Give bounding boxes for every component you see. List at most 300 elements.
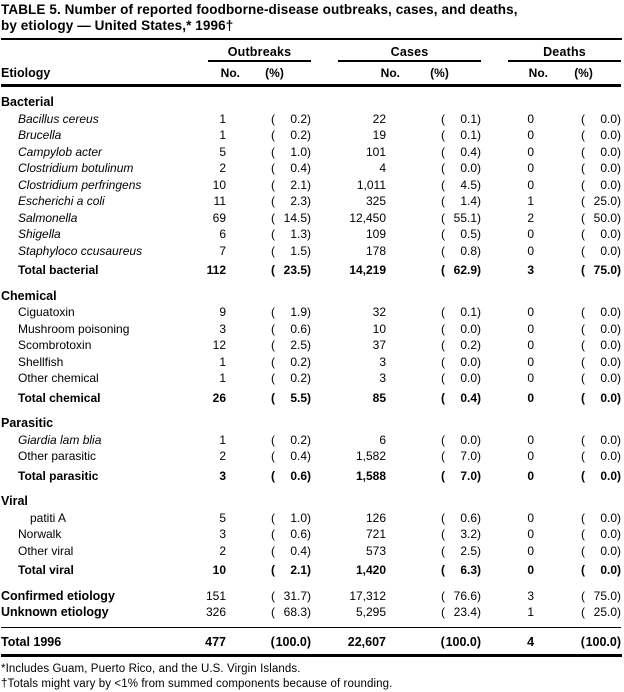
column-header-cases-no: No. [311,62,386,86]
outbreaks-no-cell: 151 [205,588,226,603]
deaths-pct-cell: ( 0.0) [581,161,622,175]
cases-pct-cell: ( 0.1) [441,128,482,142]
cases-pct-cell: ( 0.5) [441,227,482,241]
outbreaks-pct-cell: ( 0.4) [271,449,312,463]
outbreaks-no-cell: 11 [213,194,226,208]
table-row [1,321,621,338]
deaths-pct-cell: ( 25.0) [581,605,622,619]
row-label: Unknown etiology [1,605,109,619]
row-label: Total chemical [18,390,101,405]
cases-pct-cell: ( 7.0) [441,449,482,463]
cases-no-cell: 22 [372,111,387,126]
deaths-no-cell: 0 [527,468,535,483]
outbreaks-no-cell: 7 [219,243,226,258]
footnotes [1,662,622,692]
table-row [1,243,621,260]
percent-value: 0.0 [600,111,618,126]
percent-value: 0.0 [600,243,618,258]
deaths-pct-cell: ( 0.0) [581,227,622,241]
percent-value: 0.0 [600,390,618,405]
deaths-pct-cell: (100.0) [534,627,621,654]
percent-value: 2.5 [460,543,478,558]
percent-value: 1.3 [290,227,308,241]
percent-value: 23.4 [453,605,478,619]
deaths-no-cell: 0 [527,371,535,385]
percent-value: 100.0 [445,634,477,649]
deaths-pct-cell: ( 0.0) [581,371,622,385]
percent-value: 0.4 [290,449,308,463]
column-header-etiology: Etiology [1,62,181,86]
group-label-deaths: Deaths [508,45,621,62]
percent-value: 0.4 [290,543,308,558]
percent-value: 4.5 [460,177,478,192]
cases-no-cell: 19 [372,128,387,142]
cases-pct-cell: ( 0.1) [441,111,482,126]
outbreaks-pct-cell: ( 2.5) [271,338,312,352]
percent-value: 76.6 [453,588,478,603]
organism-name: Staphyloco ccusaureus [18,243,143,258]
row-label: patiti A [30,510,67,525]
cases-no-cell: 10 [372,321,387,336]
cases-no-cell: 12,450 [349,210,387,225]
table-header [1,45,621,86]
outbreaks-no-cell: 2 [219,161,226,175]
deaths-pct-cell: ( 0.0) [581,128,622,142]
cases-no-cell: 178 [365,243,387,258]
percent-value: 25.0 [593,194,618,208]
deaths-pct-cell: ( 0.0) [581,527,622,541]
percent-value: 0.0 [600,177,618,192]
percent-value: 0.0 [600,338,618,352]
deaths-no-cell: 3 [527,588,535,603]
deaths-no-cell: 0 [527,177,535,192]
section-header-row [1,86,621,111]
percent-value: 0.0 [600,432,618,447]
outbreaks-pct-cell: ( 1.9) [271,305,312,319]
outbreaks-no-cell: 69 [212,210,226,225]
row-label [1,193,181,210]
percent-value: 0.1 [460,305,478,319]
cases-pct-cell: ( 0.2) [441,338,482,352]
deaths-pct-cell: ( 75.0) [581,263,622,277]
percent-value: 0.2 [290,111,308,126]
cases-pct-cell: ( 7.0) [441,468,482,483]
outbreaks-pct-cell: ( 0.2) [271,354,312,369]
organism-name: Salmonella [18,210,78,225]
table-body [1,86,621,655]
percent-value: 0.2 [290,128,308,142]
organism-name: Clostridium botulinum [18,161,134,175]
percent-value: 0.0 [600,468,618,483]
deaths-pct-cell: ( 0.0) [581,111,622,126]
percent-value: 0.0 [600,527,618,541]
deaths-no-cell: 0 [527,305,535,319]
percent-value: 0.6 [290,527,308,541]
percent-value: 25.0 [593,605,618,619]
percent-value: 1.4 [460,194,478,208]
table-row [1,370,621,387]
deaths-pct-cell: ( 0.0) [581,338,622,352]
outbreaks-no-cell: 26 [212,390,226,405]
outbreaks-no-cell: 3 [219,321,226,336]
cases-pct-cell: ( 23.4) [441,605,482,619]
section-header-row [1,281,621,305]
percent-value: 0.0 [600,449,618,463]
outbreaks-pct-cell: ( 0.6) [271,468,312,483]
total-row [1,465,621,487]
row-label: Total parasitic [18,468,99,483]
deaths-pct-cell: ( 50.0) [581,210,622,225]
bottom-rule [1,654,622,657]
outbreaks-pct-cell: ( 2.1) [271,563,312,577]
outbreaks-pct-cell: ( 0.2) [271,111,312,126]
percent-value: 0.0 [600,563,618,577]
cases-pct-cell: ( 6.3) [441,563,482,577]
percent-value: 1.0 [290,144,308,159]
outbreaks-pct-cell: ( 23.5) [271,263,312,277]
row-label [1,144,181,161]
deaths-no-cell: 0 [527,510,535,525]
column-header-cases-pct: (%) [386,62,481,86]
group-header-cases-cell [311,45,481,62]
group-header-row [1,45,621,62]
percent-value: 55.1 [453,210,478,225]
outbreaks-pct-cell: (100.0) [226,627,311,654]
outbreaks-no-cell: 3 [219,468,226,483]
outbreaks-pct-cell: ( 0.6) [271,321,312,336]
outbreaks-no-cell: 9 [219,305,226,319]
deaths-no-cell: 0 [527,161,535,175]
outbreaks-pct-cell: ( 31.7) [271,588,312,603]
deaths-no-cell: 0 [527,338,535,352]
total-row [1,387,621,409]
cases-pct-cell: ( 55.1) [441,210,482,225]
deaths-no-cell: 0 [527,543,535,558]
group-label-outbreaks: Outbreaks [208,45,311,62]
percent-value: 75.0 [593,588,618,603]
group-label-cases: Cases [338,45,481,62]
total-row [1,259,621,281]
percent-value: 0.2 [290,432,308,447]
row-label: Shellfish [18,354,64,369]
outbreaks-no-cell: 1 [219,432,226,447]
deaths-pct-cell: ( 0.0) [581,543,622,558]
deaths-no-cell: 0 [527,321,535,336]
title-rule [1,38,622,40]
cases-pct-cell: (100.0) [386,627,481,654]
percent-value: 0.6 [290,468,308,483]
cases-pct-cell: ( 0.0) [441,321,482,336]
deaths-pct-cell: ( 0.0) [581,390,622,405]
percent-value: 0.0 [600,543,618,558]
deaths-no-cell: 0 [527,449,535,463]
outbreaks-no-cell: 1 [219,111,226,126]
cases-pct-cell: ( 0.0) [441,432,482,447]
cases-no-cell: 32 [372,305,387,319]
row-label [1,177,181,194]
cases-no-cell: 22,607 [311,627,386,654]
column-header-deaths-pct: (%) [534,62,621,86]
cases-pct-cell: ( 0.8) [441,243,482,258]
table-row [1,448,621,465]
table-row [1,337,621,354]
deaths-no-cell: 0 [527,563,535,577]
outbreaks-pct-cell: ( 0.4) [271,543,312,558]
table-title-line1: TABLE 5. Number of reported foodborne-disease outbreaks, cases, and deaths, [1,2,518,17]
cases-no-cell: 721 [365,527,387,541]
cases-no-cell: 1,011 [356,177,387,192]
deaths-no-cell: 0 [527,128,535,142]
percent-value: 2.1 [290,563,308,577]
percent-value: 0.2 [290,371,308,385]
percent-value: 62.9 [453,263,478,277]
outbreaks-pct-cell: ( 14.5) [271,210,312,225]
outbreaks-pct-cell: ( 0.2) [271,128,312,142]
table-row [1,526,621,543]
deaths-no-cell: 0 [527,527,535,541]
cases-no-cell: 573 [365,543,387,558]
outbreaks-pct-cell: ( 1.0) [271,144,312,159]
table-row [1,111,621,128]
percent-value: 31.7 [283,588,308,603]
organism-name: Giardia lam blia [18,432,102,447]
outbreaks-pct-cell: ( 0.4) [271,161,312,175]
cases-pct-cell: ( 0.0) [441,161,482,175]
outbreaks-no-cell: 6 [219,227,226,241]
cases-pct-cell: ( 0.6) [441,510,482,525]
cases-no-cell: 85 [372,390,387,405]
outbreaks-pct-cell: ( 5.5) [271,390,312,405]
row-label: Other viral [18,543,74,558]
deaths-pct-cell: ( 0.0) [581,321,622,336]
percent-value: 6.3 [460,563,478,577]
deaths-pct-cell: ( 0.0) [581,177,622,192]
percent-value: 0.2 [290,354,308,369]
percent-value: 0.0 [600,227,618,241]
cases-pct-cell: ( 0.1) [441,305,482,319]
percent-value: 0.0 [600,354,618,369]
section-header-label: Parasitic [1,416,54,430]
percent-value: 0.8 [460,243,478,258]
deaths-pct-cell: ( 0.0) [581,432,622,447]
deaths-pct-cell: ( 0.0) [581,510,622,525]
outbreaks-no-cell: 2 [219,449,226,463]
organism-name: Campylob acter [18,144,103,159]
row-label: Other parasitic [18,449,97,463]
percent-value: 0.0 [460,432,478,447]
outbreaks-no-cell: 1 [219,371,226,385]
deaths-pct-cell: ( 0.0) [581,449,622,463]
organism-name: Escherichi a coli [18,194,105,208]
table-title [1,2,622,34]
outbreaks-no-cell: 326 [205,605,226,619]
footnote-dagger: †Totals might vary by <1% from summed components because of rounding. [1,678,393,690]
cases-no-cell: 5,295 [355,605,387,619]
deaths-pct-cell: ( 0.0) [581,563,622,577]
percent-value: 3.2 [460,527,478,541]
footnote-asterisk: *Includes Guam, Puerto Rico, and the U.S. Virgin Islands. [1,663,301,675]
outbreaks-pct-cell: ( 0.2) [271,432,312,447]
percent-value: 7.0 [460,468,478,483]
row-label: Other chemical [18,371,99,385]
deaths-no-cell: 0 [527,111,535,126]
row-label [1,210,181,227]
cases-no-cell: 3 [379,354,387,369]
percent-value: 0.0 [600,371,618,385]
outbreaks-pct-cell: ( 68.3) [271,605,312,619]
grand-total-row [1,627,621,654]
outbreaks-pct-cell: ( 1.3) [271,227,312,241]
percent-value: 0.4 [460,390,478,405]
group-header-deaths-cell [481,45,621,62]
outbreaks-no-cell: 2 [219,543,226,558]
outbreaks-no-cell: 3 [219,527,226,541]
outbreaks-no-cell: 10 [212,563,226,577]
cases-no-cell: 14,219 [349,263,387,277]
percent-value: 100.0 [275,634,307,649]
row-label [1,432,181,449]
percent-value: 0.0 [600,321,618,336]
percent-value: 0.5 [460,227,478,241]
percent-value: 0.0 [600,305,618,319]
cases-no-cell: 17,312 [349,588,387,603]
deaths-no-cell: 4 [481,627,534,654]
percent-value: 0.0 [600,128,618,142]
cases-pct-cell: ( 0.0) [441,354,482,369]
table-row [1,160,621,177]
percent-value: 0.4 [290,161,308,175]
percent-value: 7.0 [460,449,478,463]
outbreaks-no-cell: 5 [219,510,226,525]
outbreaks-pct-cell: ( 1.0) [271,510,312,525]
deaths-pct-cell: ( 25.0) [581,194,622,208]
table-row [1,354,621,371]
table-row [1,543,621,560]
organism-name: Shigella [18,227,61,241]
cases-pct-cell: ( 3.2) [441,527,482,541]
deaths-pct-cell: ( 0.0) [581,243,622,258]
cases-pct-cell: ( 1.4) [441,194,482,208]
row-label: Total 1996 [1,627,181,654]
table-row [1,510,621,527]
group-header-outbreaks-cell [181,45,311,62]
row-label [1,160,181,177]
deaths-no-cell: 1 [527,194,535,208]
section-header-label: Viral [1,494,28,508]
deaths-no-cell: 0 [527,243,535,258]
summary-row [1,604,621,627]
deaths-no-cell: 0 [527,432,535,447]
cases-pct-cell: ( 0.0) [441,371,482,385]
outbreaks-no-cell: 10 [212,177,226,192]
deaths-no-cell: 3 [527,263,535,277]
percent-value: 50.0 [593,210,618,225]
row-label [1,226,181,243]
percent-value: 2.3 [290,194,308,208]
cases-pct-cell: ( 76.6) [441,588,482,603]
column-header-outbreaks-pct: (%) [226,62,311,86]
row-label: Scombrotoxin [18,338,92,352]
group-header-spacer [1,45,181,62]
row-label: Confirmed etiology [1,588,115,603]
outbreaks-pct-cell: ( 0.6) [271,527,312,541]
table-row [1,177,621,194]
outbreaks-pct-cell: ( 0.2) [271,371,312,385]
table-row [1,210,621,227]
column-header-deaths-no: No. [481,62,534,86]
percent-value: 0.0 [460,161,478,175]
cases-no-cell: 37 [372,338,387,352]
cases-no-cell: 325 [365,194,387,208]
deaths-no-cell: 0 [527,390,535,405]
organism-name: Bacillus cereus [18,111,99,126]
cases-no-cell: 3 [379,371,387,385]
outbreaks-pct-cell: ( 2.1) [271,177,312,192]
etiology-table [1,45,621,654]
deaths-no-cell: 0 [527,227,535,241]
outbreaks-pct-cell: ( 1.5) [271,243,312,258]
percent-value: 0.0 [600,161,618,175]
deaths-pct-cell: ( 75.0) [581,588,622,603]
deaths-pct-cell: ( 0.0) [581,354,622,369]
cases-no-cell: 101 [365,144,387,159]
section-header-row [1,486,621,510]
section-header-label: Bacterial [1,95,54,109]
deaths-pct-cell: ( 0.0) [581,305,622,319]
row-label [1,111,181,128]
percent-value: 0.0 [460,321,478,336]
organism-name: Clostridium perfringens [18,177,142,192]
outbreaks-no-cell: 5 [219,144,226,159]
deaths-no-cell: 1 [527,605,535,619]
table-row [1,226,621,243]
percent-value: 0.1 [460,111,478,126]
percent-value: 2.5 [290,338,308,352]
outbreaks-no-cell: 477 [181,627,226,654]
percent-value: 75.0 [593,263,618,277]
row-label: Total bacterial [18,263,99,277]
percent-value: 5.5 [290,390,308,405]
deaths-no-cell: 0 [527,354,535,369]
cases-no-cell: 1,588 [355,468,387,483]
percent-value: 0.6 [290,321,308,336]
cases-no-cell: 126 [365,510,387,525]
outbreaks-pct-cell: ( 2.3) [271,194,312,208]
organism-name: Brucella [18,128,62,142]
cases-no-cell: 4 [379,161,387,175]
table-row [1,304,621,321]
summary-row [1,581,621,605]
percent-value: 23.5 [283,263,308,277]
percent-value: 68.3 [283,605,308,619]
section-header-row [1,408,621,432]
percent-value: 100.0 [585,634,617,649]
percent-value: 0.0 [460,354,478,369]
section-header-label: Chemical [1,288,57,303]
percent-value: 14.5 [283,210,308,225]
cases-pct-cell: ( 4.5) [441,177,482,192]
percent-value: 1.9 [290,305,308,319]
outbreaks-no-cell: 1 [219,354,226,369]
percent-value: 0.0 [460,371,478,385]
row-label: Mushroom poisoning [18,321,130,336]
cases-pct-cell: ( 2.5) [441,543,482,558]
outbreaks-no-cell: 1 [219,128,226,142]
table-row [1,432,621,449]
outbreaks-no-cell: 12 [212,338,226,352]
row-label [1,243,181,260]
row-label: Norwalk [18,527,62,541]
